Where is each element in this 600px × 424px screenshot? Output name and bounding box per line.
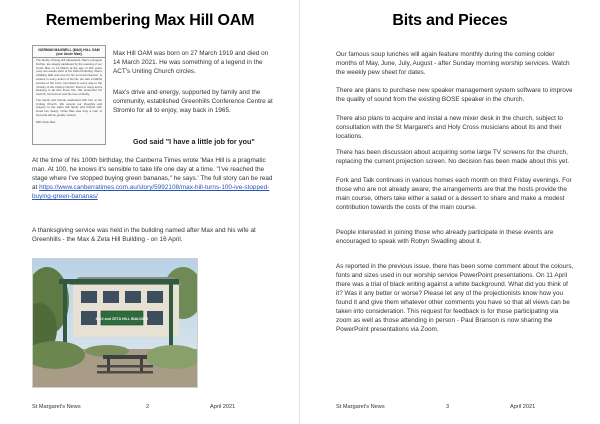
thanksgiving-paragraph: A thanksgiving service was held in the building named after Max and his wife at Greenhills - the Max & Zeta Hill Building - on 16 April. bbox=[32, 227, 256, 243]
footer-page-number: 3 bbox=[446, 404, 450, 410]
centenary-text: At the time of his 100th birthday, the Canberra Times wrote 'Max Hill is a pragmatic man. At 100, he knows it's sensible to take life one day at a time. "I've reached the stage where I've stopped buying green bananas," he says.' The full story can be read at bbox=[32, 157, 273, 191]
drive-paragraph: Max's drive and energy, supported by family and the community, established Greenhills Conference Centre at Stromlo for all to enjoy, way back in 1965. bbox=[113, 89, 273, 114]
page-title: Bits and Pieces bbox=[392, 12, 508, 29]
clipping-heading: NORMAN MAXWELL (MAX) HILL OAM (our Uncle Max) bbox=[33, 46, 105, 58]
mixer-desk-paragraph: There also plans to acquire and instal a new mixer desk in the church, subject to consultation with the St Margaret's and Holy Cross musicians about its and their locations. bbox=[336, 115, 563, 140]
speaker-system-paragraph: There are plans to purchase new speaker management system software to improve the quality of sound from the existing BOSE speaker in the church. bbox=[336, 87, 573, 103]
fork-and-talk-paragraph: Fork and Talk continues in various homes each month on third Friday evenings. For those who are not already aware, the arrangements are that the hosts provide the main course, others take either a salad or a dessert to share and make a modest contribution towards the costs of the main course. bbox=[336, 177, 572, 211]
page-3 bbox=[300, 0, 600, 424]
centenary-paragraph bbox=[32, 156, 276, 201]
footer-page-number: 2 bbox=[146, 404, 150, 410]
quote-subheading: God said "I have a little job for you" bbox=[133, 137, 255, 146]
intro-paragraph: Max Hill OAM was born on 27 March 1919 and died on 14 March 2021. He was something of a legend in the ACT's Uniting Church circles. bbox=[113, 50, 269, 75]
building-sign: MAX and ZETA HILL BUILDING bbox=[95, 317, 149, 321]
powerpoint-feedback-paragraph: As reported in the previous issue, there has been some comment about the colours, fonts and sizes used in our worship service PowerPoint presentations. On 11 April there was a trial of black writing against a white background. What did you think of it? Was it any better or worse? Please let any of the projectionists know how you found it and give them whatever other comments you have so that all views can be taken into consideration. This request for feedback is for those participating via zoom as well as those attending in person - Paul Branson is now sharing the PowerPoint presentations via Zoom. bbox=[336, 263, 574, 333]
clipping-body-2: The family and friends celebrated with him at the Uniting Church. We extend our thoughts and prayers to the wider Hill family and friends who loved him dearly. Uncle Max was truly a man of God and will be greatly missed. bbox=[36, 97, 102, 117]
canberra-times-link[interactable]: https://www.canberratimes.com.au/story/5992108/max-hill-turns-100-ive-stopped-buying-green-bananas/ bbox=[32, 184, 270, 200]
clipping-body: The family of Doug Hill (deceased), Max's youngest brother, are deeply saddened by the passing of our Uncle Max on 14 March at the age of 101 years (only two weeks short of his 102nd birthday). Max's unfailing faith and love for his Lord and Saviour, is evident in every action of his life. He was a faithful servant of the Lord, committed in every way to the ministry of the Uniting Church, friend to many and a blessing to all who knew him. We remember his warmth, his humour and his love of family. bbox=[36, 58, 102, 97]
clipping-signature: RIP Uncle Max bbox=[36, 119, 56, 124]
page-title: Remembering Max Hill OAM bbox=[45, 12, 255, 29]
soup-lunch-paragraph: Our famous soup lunches will again feature monthly during the coming colder months of May, June, July, August - after Sunday morning worship services. Watch the weekly pew sheet for dates. bbox=[336, 51, 570, 76]
footer-date: April 2021 bbox=[210, 404, 236, 410]
tv-screens-paragraph: There has been discussion about acquiring some large TV screens for the church, replacing the current projection screen. No decision has been made about this yet. bbox=[336, 149, 570, 165]
footer-publication: St Margaret's News bbox=[32, 404, 81, 410]
newspaper-clipping bbox=[32, 45, 106, 145]
footer-publication: St Margaret's News bbox=[336, 404, 385, 410]
footer-date: April 2021 bbox=[510, 404, 536, 410]
greenhills-building-photo bbox=[32, 258, 198, 388]
join-events-paragraph: People interested in joining those who already participate in these events are encouraged to speak with Robyn Swadling about it. bbox=[336, 229, 554, 245]
